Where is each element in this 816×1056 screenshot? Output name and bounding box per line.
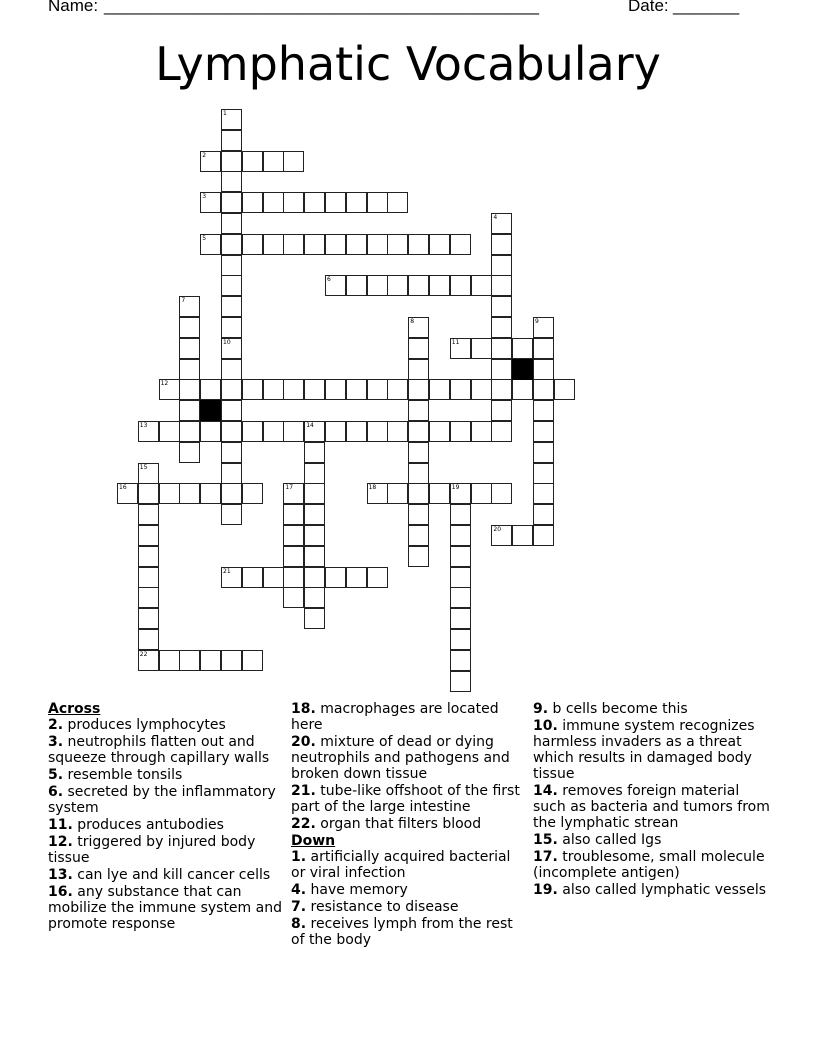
grid-cell[interactable]: [138, 504, 159, 525]
date-label: Date:: [628, 0, 669, 15]
grid-cell[interactable]: [450, 650, 471, 671]
grid-cell[interactable]: [408, 504, 429, 525]
grid-cell[interactable]: [221, 296, 242, 317]
grid-cell[interactable]: [159, 379, 180, 400]
grid-cell[interactable]: [221, 567, 242, 588]
clue-text: resistance to disease: [310, 899, 459, 915]
grid-cell[interactable]: [450, 275, 471, 296]
grid-cell[interactable]: [159, 483, 180, 504]
grid-cell[interactable]: [491, 525, 512, 546]
clue-item: [533, 882, 771, 898]
grid-cell[interactable]: [304, 504, 325, 525]
grid-cell[interactable]: [200, 421, 221, 442]
clue-number: 9.: [533, 701, 549, 717]
cell-number: 22: [139, 650, 148, 658]
grid-cell[interactable]: [304, 546, 325, 567]
name-label: Name:: [48, 0, 99, 15]
grid-cell[interactable]: [221, 483, 242, 504]
clue-item: [291, 701, 529, 733]
grid-cell[interactable]: [200, 483, 221, 504]
clue-item: [48, 734, 286, 766]
clue-text: neutrophils flatten out and squeeze through capillary walls: [48, 734, 270, 766]
grid-cell[interactable]: [242, 567, 263, 588]
grid-cell[interactable]: [387, 275, 408, 296]
clue-item: [48, 767, 286, 783]
page-title: Lymphatic Vocabulary: [155, 37, 661, 91]
grid-cell[interactable]: [263, 379, 284, 400]
grid-cell[interactable]: [450, 504, 471, 525]
grid-cell[interactable]: [221, 213, 242, 234]
clue-item: [291, 882, 529, 898]
grid-cell[interactable]: [408, 317, 429, 338]
clue-number: 18.: [291, 701, 316, 717]
grid-cell[interactable]: [179, 317, 200, 338]
date-field[interactable]: _______: [673, 0, 740, 15]
cell-number: 19: [451, 484, 460, 492]
grid-cell[interactable]: [138, 463, 159, 484]
grid-cell[interactable]: [221, 359, 242, 380]
down-heading: Down: [291, 833, 336, 849]
clue-number: 15.: [533, 832, 558, 848]
grid-cell[interactable]: [491, 317, 512, 338]
cell-number: 15: [139, 463, 148, 471]
grid-cell[interactable]: [221, 338, 242, 359]
grid-cell[interactable]: [283, 567, 304, 588]
cell-number: 16: [119, 484, 127, 492]
clue-text: produces antubodies: [77, 817, 224, 833]
grid-cell[interactable]: [450, 421, 471, 442]
black-square: [200, 400, 221, 421]
grid-cell[interactable]: [491, 379, 512, 400]
grid-cell[interactable]: [491, 234, 512, 255]
grid-cell[interactable]: [263, 421, 284, 442]
grid-cell[interactable]: [304, 608, 325, 629]
grid-cell[interactable]: [138, 483, 159, 504]
grid-cell[interactable]: [429, 234, 450, 255]
black-square: [512, 359, 533, 380]
grid-cell[interactable]: [429, 275, 450, 296]
grid-cell[interactable]: [367, 275, 388, 296]
grid-cell[interactable]: [346, 192, 367, 213]
grid-cell[interactable]: [263, 234, 284, 255]
clue-item: [291, 816, 529, 832]
grid-cell[interactable]: [242, 650, 263, 671]
grid-cell[interactable]: [512, 525, 533, 546]
grid-cell[interactable]: [283, 192, 304, 213]
cell-number: 20: [493, 526, 502, 533]
cell-number: 2: [202, 151, 207, 159]
grid-cell[interactable]: [263, 567, 284, 588]
clue-text: immune system recognizes harmless invaders as a threat which results in damaged body tissue: [533, 718, 755, 782]
clue-number: 21.: [291, 783, 316, 799]
clue-number: 20.: [291, 734, 316, 750]
cell-number: 3: [202, 193, 207, 201]
grid-cell[interactable]: [408, 483, 429, 504]
clue-text: receives lymph from the rest of the body: [291, 916, 513, 948]
grid-cell[interactable]: [408, 234, 429, 255]
clue-item: [48, 817, 286, 833]
grid-cell[interactable]: [325, 567, 346, 588]
clue-text: organ that filters blood: [320, 816, 482, 832]
cell-number: 7: [181, 297, 186, 305]
grid-cell[interactable]: [179, 442, 200, 463]
grid-cell[interactable]: [408, 525, 429, 546]
clue-number: 11.: [48, 817, 73, 833]
cell-number: 17: [285, 484, 294, 492]
grid-cell[interactable]: [283, 379, 304, 400]
grid-cell[interactable]: [387, 234, 408, 255]
grid-cell[interactable]: [283, 525, 304, 546]
grid-cell[interactable]: [283, 234, 304, 255]
clue-text: artificially acquired bacterial or viral infection: [291, 849, 511, 881]
grid-cell[interactable]: [179, 379, 200, 400]
grid-cell[interactable]: [221, 192, 242, 213]
clue-number: 4.: [291, 882, 307, 898]
grid-cell[interactable]: [450, 608, 471, 629]
clue-number: 22.: [291, 816, 316, 832]
grid-cell[interactable]: [200, 650, 221, 671]
grid-cell[interactable]: [471, 483, 492, 504]
grid-cell[interactable]: [283, 421, 304, 442]
grid-cell[interactable]: [408, 546, 429, 567]
grid-cell[interactable]: [221, 400, 242, 421]
grid-cell[interactable]: [491, 255, 512, 276]
grid-cell[interactable]: [367, 421, 388, 442]
cell-number: 14: [306, 422, 314, 429]
clue-item: [291, 899, 529, 915]
cell-number: 13: [139, 422, 148, 429]
grid-cell[interactable]: [450, 546, 471, 567]
grid-cell[interactable]: [533, 317, 554, 338]
grid-cell[interactable]: [512, 338, 533, 359]
grid-cell[interactable]: [450, 629, 471, 650]
clue-number: 5.: [48, 767, 64, 783]
grid-cell[interactable]: [159, 421, 180, 442]
grid-cell[interactable]: [325, 379, 346, 400]
clue-column-3: [533, 701, 771, 899]
grid-cell[interactable]: [533, 400, 554, 421]
grid-cell[interactable]: [346, 379, 367, 400]
clue-item: [533, 718, 771, 782]
clue-item: [48, 867, 286, 883]
clue-text: any substance that can mobilize the immune system and promote response: [48, 884, 282, 932]
clue-number: 10.: [533, 718, 558, 734]
grid-cell[interactable]: [512, 379, 533, 400]
grid-cell[interactable]: [138, 567, 159, 588]
grid-cell[interactable]: [325, 234, 346, 255]
grid-cell[interactable]: [283, 151, 304, 172]
clue-item: [48, 717, 286, 733]
grid-cell[interactable]: [221, 151, 242, 172]
grid-cell[interactable]: [221, 421, 242, 442]
clue-number: 3.: [48, 734, 64, 750]
grid-cell[interactable]: [242, 151, 263, 172]
clue-text: tube-like offshoot of the first part of the large intestine: [291, 783, 520, 815]
grid-cell[interactable]: [138, 650, 159, 671]
grid-cell[interactable]: [304, 234, 325, 255]
grid-cell[interactable]: [346, 275, 367, 296]
grid-cell[interactable]: [367, 234, 388, 255]
cell-number: 6: [327, 276, 331, 284]
grid-cell[interactable]: [325, 275, 346, 296]
grid-cell[interactable]: [263, 192, 284, 213]
clue-item: [533, 849, 771, 881]
grid-cell[interactable]: [408, 379, 429, 400]
grid-cell[interactable]: [304, 567, 325, 588]
grid-cell[interactable]: [346, 421, 367, 442]
grid-cell[interactable]: [283, 587, 304, 608]
grid-cell[interactable]: [221, 504, 242, 525]
clue-text: can lye and kill cancer cells: [77, 867, 271, 883]
grid-cell[interactable]: [325, 192, 346, 213]
grid-cell[interactable]: [117, 483, 138, 504]
grid-cell[interactable]: [450, 483, 471, 504]
grid-cell[interactable]: [304, 525, 325, 546]
grid-cell[interactable]: [179, 421, 200, 442]
clue-number: 2.: [48, 717, 64, 733]
clue-number: 8.: [291, 916, 307, 932]
grid-cell[interactable]: [304, 421, 325, 442]
clue-item: [533, 701, 771, 717]
cell-number: 10: [223, 338, 231, 346]
grid-cell[interactable]: [367, 379, 388, 400]
grid-cell[interactable]: [533, 421, 554, 442]
grid-cell[interactable]: [533, 504, 554, 525]
cell-number: 12: [160, 380, 169, 388]
grid-cell[interactable]: [221, 650, 242, 671]
clue-text: removes foreign material such as bacteria and tumors from the lymphatic strean: [533, 783, 770, 831]
grid-cell[interactable]: [367, 192, 388, 213]
clue-text: b cells become this: [552, 701, 688, 717]
grid-cell[interactable]: [304, 483, 325, 504]
grid-cell[interactable]: [471, 338, 492, 359]
cell-number: 9: [535, 318, 539, 325]
clue-number: 7.: [291, 899, 307, 915]
grid-cell[interactable]: [179, 650, 200, 671]
cell-number: 4: [493, 214, 498, 221]
clue-item: [291, 783, 529, 815]
grid-cell[interactable]: [138, 608, 159, 629]
clue-item: [48, 784, 286, 816]
cell-number: 8: [410, 318, 415, 325]
clue-number: 6.: [48, 784, 64, 800]
clue-item: [291, 849, 529, 881]
grid-cell[interactable]: [429, 421, 450, 442]
grid-cell[interactable]: [491, 421, 512, 442]
grid-cell[interactable]: [408, 275, 429, 296]
grid-cell[interactable]: [471, 275, 492, 296]
clue-item: [291, 734, 529, 782]
grid-cell[interactable]: [221, 234, 242, 255]
grid-cell[interactable]: [138, 629, 159, 650]
grid-cell[interactable]: [450, 587, 471, 608]
clue-text: mixture of dead or dying neutrophils and pathogens and broken down tissue: [291, 734, 510, 782]
grid-cell[interactable]: [304, 379, 325, 400]
grid-cell[interactable]: [221, 275, 242, 296]
clue-item: [291, 916, 529, 948]
clue-number: 16.: [48, 884, 73, 900]
clue-item: [48, 884, 286, 932]
grid-cell[interactable]: [179, 296, 200, 317]
grid-cell[interactable]: [346, 234, 367, 255]
grid-cell[interactable]: [491, 296, 512, 317]
grid-cell[interactable]: [429, 483, 450, 504]
grid-cell[interactable]: [200, 379, 221, 400]
name-field[interactable]: ______________________________________________: [104, 0, 539, 15]
grid-cell[interactable]: [429, 379, 450, 400]
grid-cell[interactable]: [533, 525, 554, 546]
grid-cell[interactable]: [471, 379, 492, 400]
grid-cell[interactable]: [221, 379, 242, 400]
grid-cell[interactable]: [325, 421, 346, 442]
clue-text: produces lymphocytes: [67, 717, 226, 733]
grid-cell[interactable]: [179, 400, 200, 421]
clue-column-2: [291, 701, 529, 949]
grid-cell[interactable]: [491, 213, 512, 234]
grid-cell[interactable]: [450, 567, 471, 588]
grid-cell[interactable]: [242, 234, 263, 255]
clue-text: troublesome, small molecule (incomplete antigen): [533, 849, 765, 881]
grid-cell[interactable]: [387, 192, 408, 213]
grid-cell[interactable]: [138, 421, 159, 442]
grid-cell[interactable]: [242, 192, 263, 213]
grid-cell[interactable]: [408, 442, 429, 463]
grid-cell[interactable]: [408, 338, 429, 359]
clue-text: triggered by injured body tissue: [48, 834, 256, 866]
grid-cell[interactable]: [304, 587, 325, 608]
grid-cell[interactable]: [242, 483, 263, 504]
grid-cell[interactable]: [304, 463, 325, 484]
clue-text: have memory: [310, 882, 408, 898]
grid-cell[interactable]: [179, 359, 200, 380]
grid-cell[interactable]: [533, 463, 554, 484]
grid-cell[interactable]: [159, 650, 180, 671]
grid-cell[interactable]: [491, 483, 512, 504]
grid-cell[interactable]: [450, 671, 471, 692]
grid-cell[interactable]: [304, 192, 325, 213]
grid-cell[interactable]: [138, 546, 159, 567]
grid-cell[interactable]: [491, 338, 512, 359]
grid-cell[interactable]: [533, 359, 554, 380]
grid-cell[interactable]: [450, 379, 471, 400]
grid-cell[interactable]: [491, 400, 512, 421]
grid-cell[interactable]: [408, 400, 429, 421]
grid-cell[interactable]: [242, 379, 263, 400]
grid-cell[interactable]: [533, 338, 554, 359]
grid-cell[interactable]: [408, 463, 429, 484]
grid-cell[interactable]: [367, 483, 388, 504]
grid-cell[interactable]: [533, 442, 554, 463]
grid-cell[interactable]: [242, 421, 263, 442]
grid-cell[interactable]: [304, 442, 325, 463]
grid-cell[interactable]: [387, 483, 408, 504]
grid-cell[interactable]: [491, 275, 512, 296]
grid-cell[interactable]: [200, 151, 221, 172]
clue-item: [533, 832, 771, 848]
grid-cell[interactable]: [408, 421, 429, 442]
grid-cell[interactable]: [346, 567, 367, 588]
cell-number: 1: [223, 110, 227, 117]
clue-number: 17.: [533, 849, 558, 865]
across-heading: Across: [48, 701, 101, 717]
cell-number: 11: [451, 338, 460, 346]
cell-number: 18: [368, 484, 377, 492]
clue-text: also called Igs: [562, 832, 662, 848]
grid-cell[interactable]: [221, 130, 242, 151]
clue-number: 14.: [533, 783, 558, 799]
clue-text: also called lymphatic vessels: [562, 882, 767, 898]
cell-number: 21: [223, 567, 231, 575]
grid-cell[interactable]: [200, 192, 221, 213]
grid-cell[interactable]: [263, 151, 284, 172]
grid-cell[interactable]: [554, 379, 575, 400]
grid-cell[interactable]: [450, 525, 471, 546]
grid-cell[interactable]: [533, 379, 554, 400]
clue-text: resemble tonsils: [67, 767, 183, 783]
grid-cell[interactable]: [221, 463, 242, 484]
grid-cell[interactable]: [179, 483, 200, 504]
grid-cell[interactable]: [283, 483, 304, 504]
grid-cell[interactable]: [450, 234, 471, 255]
clue-number: 1.: [291, 849, 307, 865]
grid-cell[interactable]: [471, 421, 492, 442]
clue-item: [533, 783, 771, 831]
grid-cell[interactable]: [221, 109, 242, 130]
clue-column-1: [48, 701, 286, 933]
grid-cell[interactable]: [138, 587, 159, 608]
grid-cell[interactable]: [179, 338, 200, 359]
grid-cell[interactable]: [450, 338, 471, 359]
grid-cell[interactable]: [367, 567, 388, 588]
grid-cell[interactable]: [138, 525, 159, 546]
grid-cell[interactable]: [533, 483, 554, 504]
grid-cell[interactable]: [491, 359, 512, 380]
grid-cell[interactable]: [387, 379, 408, 400]
grid-cell[interactable]: [283, 546, 304, 567]
grid-cell[interactable]: [283, 504, 304, 525]
clue-number: 12.: [48, 834, 73, 850]
clue-text: macrophages are located here: [291, 701, 499, 733]
grid-cell[interactable]: [221, 442, 242, 463]
cell-number: 5: [202, 234, 207, 242]
clue-item: [48, 834, 286, 866]
grid-cell[interactable]: [200, 234, 221, 255]
grid-cell[interactable]: [408, 359, 429, 380]
clue-text: secreted by the inflammatory system: [48, 784, 276, 816]
grid-cell[interactable]: [221, 255, 242, 276]
clue-number: 13.: [48, 867, 73, 883]
grid-cell[interactable]: [221, 317, 242, 338]
clue-number: 19.: [533, 882, 558, 898]
grid-cell[interactable]: [221, 171, 242, 192]
grid-cell[interactable]: [387, 421, 408, 442]
